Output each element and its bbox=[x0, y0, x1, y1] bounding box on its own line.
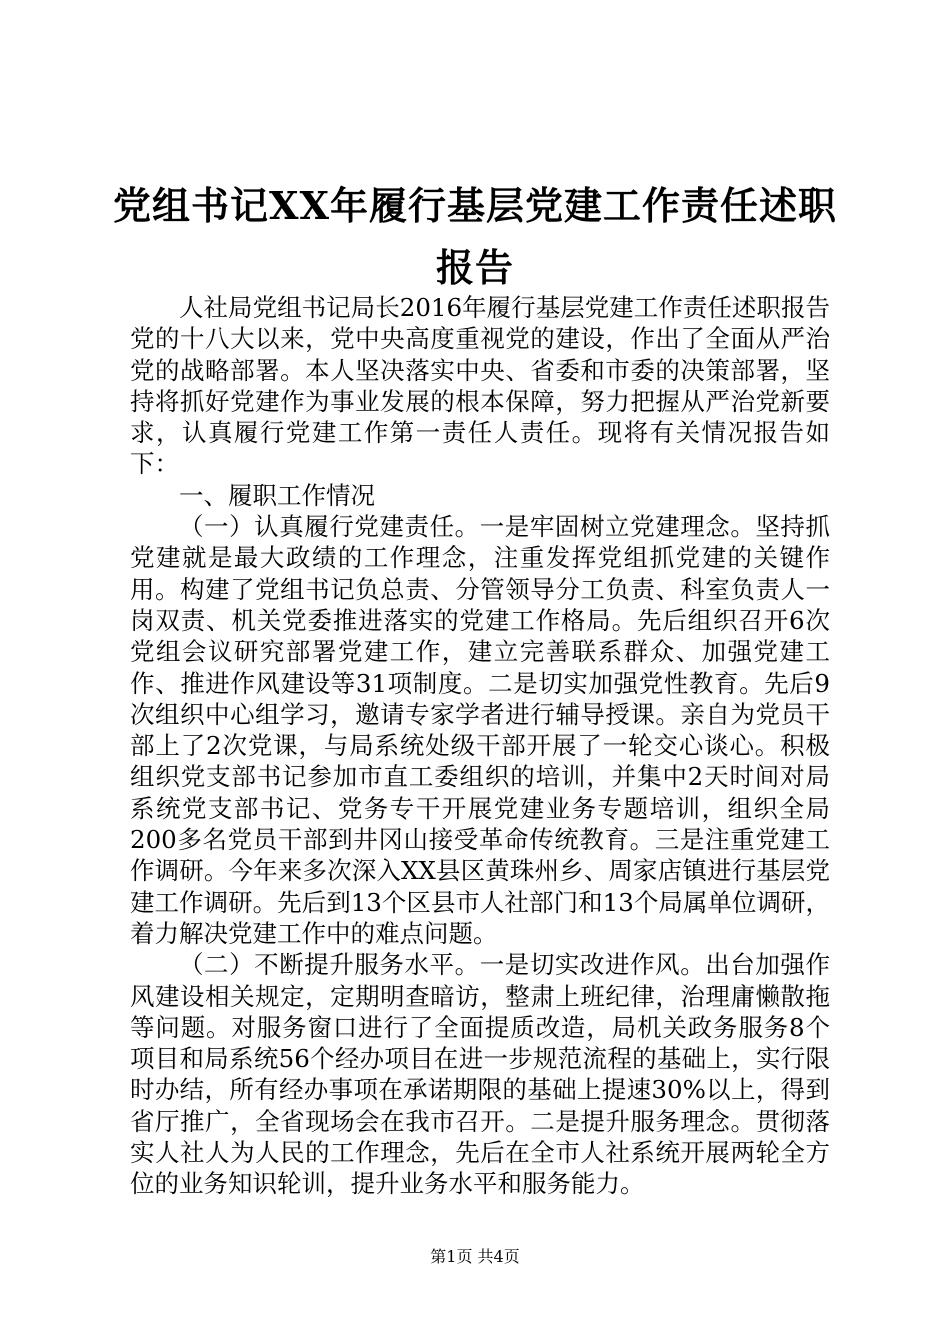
page-footer: 第1页 共4页 bbox=[430, 1247, 520, 1266]
paragraph-service-level: （二）不断提升服务水平。一是切实改进作风。出台加强作风建设相关规定，定期明查暗访，整肃上班纪律，治理庸懒散拖等问题。对服务窗口进行了全面提质改造，局机关政务服务8个项目和局系统56个经办项目在进一步规范流程的基础上，实行限时办结，所有经办事项在承诺期限的基础上提速30%以上，得到省厅推广，全省现场会在我市召开。二是提升服务理念。贯彻落实人社人为人民的工作理念，先后在全市人社系统开展两轮全方位的业务知识轮训，提升业务水平和服务能力。 bbox=[130, 950, 830, 1199]
document-body bbox=[130, 292, 830, 1200]
document-title: 党组书记XX年履行基层党建工作责任述职报告 bbox=[113, 183, 837, 291]
section-heading: 一、履职工作情况 bbox=[179, 480, 375, 510]
paragraph-party-building: （一）认真履行党建责任。一是牢固树立党建理念。坚持抓党建就是最大政绩的工作理念，注重发挥党组抓党建的关键作用。构建了党组书记负总责、分管领导分工负责、科室负责人一岗双责、机关党委推进落实的党建工作格局。先后组织召开6次党组会议研究部署党建工作，建立完善联系群众、加强党建工作、推进作风建设等31项制度。二是切实加强党性教育。先后9次组织中心组学习，邀请专家学者进行辅导授课。亲自为党员干部上了2次党课，与局系统处级干部开展了一轮交心谈心。积极组织党支部书记参加市直工委组织的培训，并集中2天时间对局系统党支部书记、党务专干开展党建业务专题培训，组织全局200多名党员干部到井冈山接受革命传统教育。三是注重党建工作调研。今年来多次深入XX县区黄珠州乡、周家店镇进行基层党建工作调研。先后到13个区县市人社部门和13个局属单位调研，着力解决党建工作中的难点问题。 bbox=[130, 512, 830, 948]
paragraph-intro: 人社局党组书记局长2016年履行基层党建工作责任述职报告党的十八大以来，党中央高度重视党的建设，作出了全面从严治党的战略部署。本人坚决落实中央、省委和市委的决策部署，坚持将抓好党建作为事业发展的根本保障，努力把握从严治党新要求，认真履行党建工作第一责任人责任。现将有关情况报告如下： bbox=[130, 293, 830, 479]
